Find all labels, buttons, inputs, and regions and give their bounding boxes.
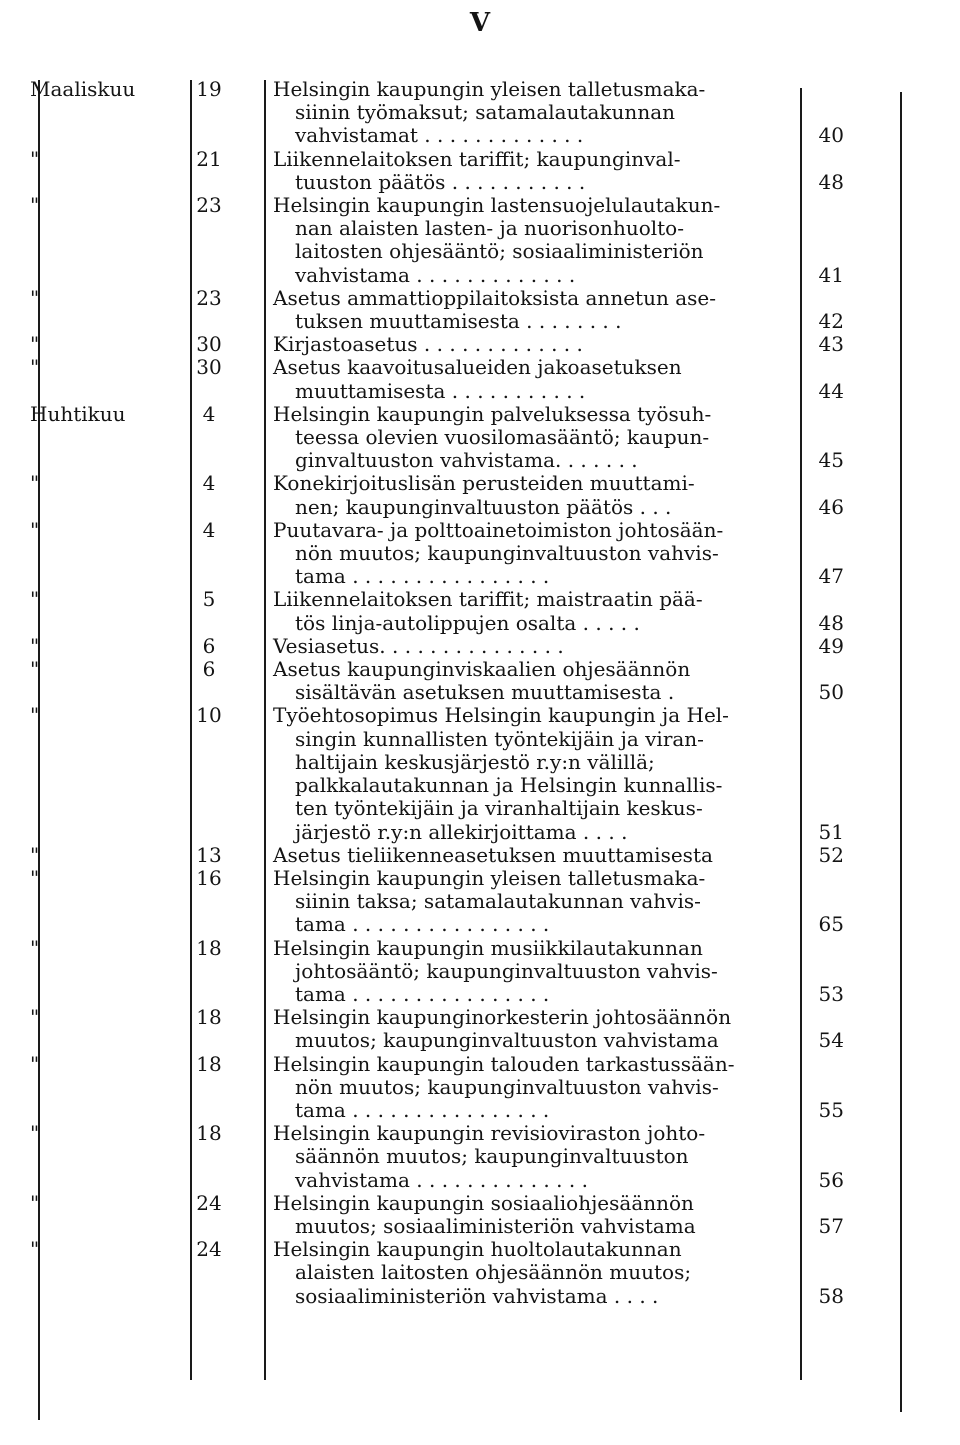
entry-title-line: Asetus kaupunginviskaalien ohjesäännön: [273, 657, 691, 682]
entry-title-line: muutos; kaupunginvaltuuston vahvistama: [295, 1028, 719, 1053]
entry-day: 30: [196, 332, 222, 357]
entry-title: [248, 937, 758, 1007]
entry-title-line: tama . . . . . . . . . . . . . . . .: [295, 564, 550, 589]
entry-title-line: laitosten ohjesääntö; sosiaaliministeriön: [295, 239, 704, 264]
entry-title-line: Helsingin kaupungin yleisen talletusmaka-: [273, 865, 706, 890]
entry-title-line: tuksen muuttamisesta . . . . . . . .: [295, 309, 622, 334]
entry-month: ": [30, 633, 40, 658]
entry-page-number: 50: [818, 680, 844, 705]
entry-title: [248, 356, 758, 402]
entry-page-number: 51: [818, 819, 844, 844]
entry-title: [248, 1053, 758, 1123]
table-row: [0, 1238, 960, 1308]
entry-page-number: 47: [818, 564, 844, 589]
entry-day: 4: [202, 517, 216, 542]
entry-month: ": [30, 587, 40, 612]
entry-title-line: Vesiasetus. . . . . . . . . . . . . . .: [273, 633, 564, 658]
entry-day: 21: [196, 146, 222, 171]
table-row: [0, 78, 960, 148]
entry-title-line: tuuston päätös . . . . . . . . . . .: [295, 169, 586, 194]
entry-day: 6: [202, 633, 216, 658]
entry-month: ": [30, 355, 40, 380]
table-row: [0, 867, 960, 937]
entry-title-line: nön muutos; kaupunginvaltuuston vahvis-: [295, 541, 719, 566]
entry-title: [248, 658, 758, 704]
entry-title-line: Liikennelaitoksen tariffit; maistraatin pää-: [273, 587, 703, 612]
table-row: [0, 333, 960, 356]
entry-month: ": [30, 1051, 40, 1076]
entry-title: [248, 704, 758, 843]
table-row: [0, 658, 960, 704]
entry-title-line: Kirjastoasetus . . . . . . . . . . . . .: [273, 332, 583, 357]
entry-title-line: haltijain keskusjärjestö r.y:n välillä;: [295, 749, 655, 774]
entry-page-number: 55: [818, 1097, 844, 1122]
entry-page-number: 42: [818, 309, 844, 334]
entry-title-line: tös linja-autolippujen osalta . . . . .: [295, 610, 640, 635]
entry-page-number: 40: [818, 123, 844, 148]
entry-title-line: Helsingin kaupungin musiikkilautakunnan: [273, 935, 703, 960]
entry-title-line: singin kunnallisten työntekijäin ja viran-: [295, 726, 704, 751]
entry-day: 5: [202, 587, 216, 612]
entry-title-line: tama . . . . . . . . . . . . . . . .: [295, 912, 550, 937]
entry-title-line: nen; kaupunginvaltuuston päätös . . .: [295, 494, 672, 519]
entry-day: 4: [202, 401, 216, 426]
entry-page-number: 43: [818, 332, 844, 357]
entry-month: ": [30, 285, 40, 310]
table-row: [0, 937, 960, 1007]
entry-title-line: vahvistamat . . . . . . . . . . . . .: [295, 123, 584, 148]
entry-title-line: siinin taksa; satamalautakunnan vahvis-: [295, 889, 701, 914]
entry-title-line: teessa olevien vuosilomasääntö; kaupun-: [295, 425, 710, 450]
entry-day: 18: [196, 935, 222, 960]
table-row: [0, 403, 960, 473]
entry-title-line: sosiaaliministeriön vahvistama . . . .: [295, 1283, 659, 1308]
entry-title-line: Helsingin kaupungin talouden tarkastussään-: [273, 1051, 735, 1076]
entry-day: 18: [196, 1005, 222, 1030]
entry-title-line: Asetus ammattioppilaitoksista annetun ase-: [273, 285, 716, 310]
entry-day: 23: [196, 285, 222, 310]
entry-title: [248, 403, 758, 473]
entry-title: [248, 194, 758, 287]
table-row: [0, 472, 960, 518]
entry-title-line: Helsingin kaupungin sosiaaliohjesäännön: [273, 1190, 694, 1215]
entry-title-line: Helsingin kaupunginorkesterin johtosäännön: [273, 1005, 732, 1030]
entry-day: 18: [196, 1051, 222, 1076]
entry-month: ": [30, 657, 40, 682]
entry-month: ": [30, 193, 40, 218]
entry-day: 24: [196, 1237, 222, 1262]
entry-title: [248, 472, 758, 518]
entry-month: ": [30, 332, 40, 357]
entry-page-number: 48: [818, 169, 844, 194]
entry-title-line: muutos; sosiaaliministeriön vahvistama: [295, 1213, 696, 1238]
entry-title: [248, 519, 758, 589]
entry-title-line: nan alaisten lasten- ja nuorisonhuolto-: [295, 216, 684, 241]
entry-day: 10: [196, 703, 222, 728]
entry-title-line: sisältävän asetuksen muuttamisesta .: [295, 680, 675, 705]
table-row: [0, 287, 960, 333]
entry-title-line: tama . . . . . . . . . . . . . . . .: [295, 981, 550, 1006]
entry-month: ": [30, 1121, 40, 1146]
entry-page-number: 56: [818, 1167, 844, 1192]
entry-title-line: Asetus tieliikenneasetuksen muuttamisesta: [273, 842, 713, 867]
table-row: [0, 1122, 960, 1192]
table-row: [0, 588, 960, 634]
entry-title-line: nön muutos; kaupunginvaltuuston vahvis-: [295, 1074, 719, 1099]
entry-page-number: 57: [818, 1213, 844, 1238]
entry-title: [248, 588, 758, 634]
entry-month: Huhtikuu: [30, 401, 126, 426]
entry-title-line: tama . . . . . . . . . . . . . . . .: [295, 1097, 550, 1122]
entry-title-line: johtosääntö; kaupunginvaltuuston vahvis-: [295, 958, 718, 983]
entry-page-number: 41: [818, 262, 844, 287]
entry-month: ": [30, 865, 40, 890]
entry-title: [248, 635, 758, 658]
table-of-contents: [0, 78, 960, 1308]
entry-title-line: Asetus kaavoitusalueiden jakoasetuksen: [273, 355, 682, 380]
entry-day: 4: [202, 471, 216, 496]
entry-month: ": [30, 517, 40, 542]
entry-title: [248, 1006, 758, 1052]
entry-title-line: Puutavara- ja polttoainetoimiston johtosään-: [273, 517, 724, 542]
entry-title: [248, 333, 758, 356]
entry-month: ": [30, 703, 40, 728]
entry-title-line: muuttamisesta . . . . . . . . . . .: [295, 378, 586, 403]
entry-month: ": [30, 146, 40, 171]
entry-title-line: Helsingin kaupungin yleisen talletusmaka-: [273, 77, 706, 101]
entry-page-number: 65: [818, 912, 844, 937]
entry-page-number: 52: [818, 842, 844, 867]
entry-title-line: siinin työmaksut; satamalautakunnan: [295, 100, 675, 125]
entry-title: [248, 78, 758, 148]
table-row: [0, 519, 960, 589]
entry-title: [248, 287, 758, 333]
entry-title-line: palkkalautakunnan ja Helsingin kunnallis-: [295, 773, 723, 798]
entry-day: 24: [196, 1190, 222, 1215]
entry-title-line: Helsingin kaupungin revisioviraston johto-: [273, 1121, 706, 1146]
entry-page-number: 48: [818, 610, 844, 635]
table-row: [0, 148, 960, 194]
entry-title: [248, 1238, 758, 1308]
entry-title-line: alaisten laitosten ohjesäännön muutos;: [295, 1260, 692, 1285]
entry-day: 30: [196, 355, 222, 380]
entry-day: 16: [196, 865, 222, 890]
entry-title-line: ginvaltuuston vahvistama. . . . . . .: [295, 448, 638, 473]
entry-month: ": [30, 1005, 40, 1030]
entry-month: ": [30, 471, 40, 496]
entry-month: ": [30, 1237, 40, 1262]
entry-title: [248, 844, 758, 867]
entry-month: ": [30, 1190, 40, 1215]
entry-page-number: 44: [818, 378, 844, 403]
entry-page-number: 54: [818, 1028, 844, 1053]
entry-page-number: 45: [818, 448, 844, 473]
entry-day: 18: [196, 1121, 222, 1146]
entry-title-line: vahvistama . . . . . . . . . . . . .: [295, 262, 576, 287]
entry-title-line: Konekirjoituslisän perusteiden muuttami-: [273, 471, 695, 496]
page-numeral: V: [469, 8, 491, 38]
table-row: [0, 844, 960, 867]
entry-title-line: järjestö r.y:n allekirjoittama . . . .: [295, 819, 628, 844]
entry-title-line: Helsingin kaupungin lastensuojelulautakun-: [273, 193, 721, 218]
entry-title: [248, 1192, 758, 1238]
entry-month: Maaliskuu: [30, 77, 136, 101]
entry-title: [248, 148, 758, 194]
entry-title: [248, 867, 758, 937]
entry-title-line: Helsingin kaupungin huoltolautakunnan: [273, 1237, 682, 1262]
entry-page-number: 49: [818, 633, 844, 658]
entry-day: 6: [202, 657, 216, 682]
entry-title-line: Helsingin kaupungin palveluksessa työsuh-: [273, 401, 712, 426]
entry-page-number: 53: [818, 981, 844, 1006]
entry-page-number: 46: [818, 494, 844, 519]
table-row: [0, 635, 960, 658]
table-row: [0, 704, 960, 843]
entry-page-number: 58: [818, 1283, 844, 1308]
entry-title: [248, 1122, 758, 1192]
table-row: [0, 356, 960, 402]
table-row: [0, 194, 960, 287]
entry-day: 13: [196, 842, 222, 867]
entry-month: ": [30, 842, 40, 867]
entry-title-line: vahvistama . . . . . . . . . . . . . .: [295, 1167, 588, 1192]
entry-title-line: Liikennelaitoksen tariffit; kaupunginval-: [273, 146, 681, 171]
table-row: [0, 1192, 960, 1238]
entry-month: ": [30, 935, 40, 960]
table-row: [0, 1006, 960, 1052]
table-row: [0, 1053, 960, 1123]
entry-title-line: Työehtosopimus Helsingin kaupungin ja Hel-: [273, 703, 729, 728]
entry-day: 23: [196, 193, 222, 218]
entry-day: 19: [196, 77, 222, 101]
entry-title-line: säännön muutos; kaupunginvaltuuston: [295, 1144, 689, 1169]
entry-title-line: ten työntekijäin ja viranhaltijain keskus-: [295, 796, 703, 821]
